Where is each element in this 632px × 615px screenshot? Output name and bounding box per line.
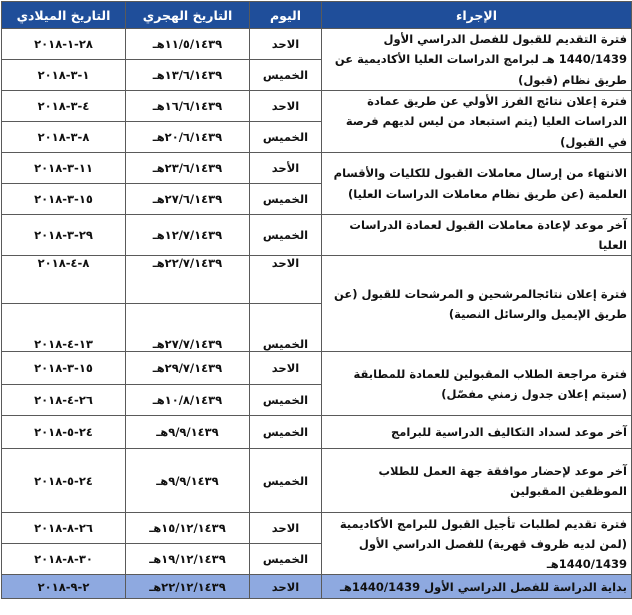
hijri-date-cell: ٩/٩/١٤٣٩هـ — [126, 416, 250, 449]
hijri-date-cell: ٢٢/١٢/١٤٣٩هـ — [126, 575, 250, 599]
hijri-date-cell: ١٢/٧/١٤٣٩هـ — [126, 215, 250, 256]
gregorian-date-cell: ١١-٣-٢٠١٨ — [2, 153, 126, 184]
day-cell: الخميس — [250, 215, 322, 256]
gregorian-date-cell: ٢٨-١-٢٠١٨ — [2, 29, 126, 60]
day-cell: الاحد — [250, 256, 322, 304]
header-hijri-date: التاريخ الهجري — [126, 2, 250, 29]
gregorian-date-cell: ٨-٣-٢٠١٨ — [2, 122, 126, 153]
action-cell: فترة تقديم لطلبات تأجيل القبول للبرامج الأكاديمية (لمن لديه ظروف قهرية) للفصل الدراسي الأول 1440/1439هـ — [322, 513, 632, 575]
schedule-container — [1, 1, 632, 599]
hijri-date-cell: ١٥/١٢/١٤٣٩هـ — [126, 513, 250, 544]
table-row — [2, 153, 632, 184]
table-row — [2, 575, 632, 599]
action-cell: آخر موعد لإحضار موافقة جهة العمل للطلاب الموظفين المقبولين — [322, 449, 632, 513]
table-row — [2, 256, 632, 304]
hijri-date-cell: ٢٩/٧/١٤٣٩هـ — [126, 352, 250, 385]
day-cell: الخميس — [250, 304, 322, 352]
hijri-date-cell: ١٠/٨/١٤٣٩هـ — [126, 385, 250, 416]
day-cell: الاحد — [250, 352, 322, 385]
gregorian-date-cell: ١٥-٣-٢٠١٨ — [2, 184, 126, 215]
day-cell: الخميس — [250, 385, 322, 416]
gregorian-date-cell: ٢-٩-٢٠١٨ — [2, 575, 126, 599]
gregorian-date-cell: ١٣-٤-٢٠١٨ — [2, 304, 126, 352]
day-cell: الاحد — [250, 29, 322, 60]
action-cell: آخر موعد لإعادة معاملات القبول لعمادة الدراسات العليا — [322, 215, 632, 256]
action-cell: بداية الدراسة للفصل الدراسي الأول 1440/1439هـ — [322, 575, 632, 599]
header-gregorian-date: التاريخ الميلادي — [2, 2, 126, 29]
day-cell: الاحد — [250, 513, 322, 544]
table-row — [2, 513, 632, 544]
admission-schedule-table — [1, 1, 632, 599]
gregorian-date-cell: ١-٣-٢٠١٨ — [2, 60, 126, 91]
day-cell: الخميس — [250, 184, 322, 215]
gregorian-date-cell: ٢٤-٥-٢٠١٨ — [2, 416, 126, 449]
day-cell: الاحد — [250, 91, 322, 122]
day-cell: الخميس — [250, 122, 322, 153]
hijri-date-cell: ١٦/٦/١٤٣٩هـ — [126, 91, 250, 122]
header-action: الإجراء — [322, 2, 632, 29]
action-cell: فترة التقديم للقبول للفصل الدراسي الأول 1440/1439 هـ لبرامج الدراسات العليا الأكاديمية عن طريق نظام (قبول) — [322, 29, 632, 91]
hijri-date-cell: ١٩/١٢/١٤٣٩هـ — [126, 544, 250, 575]
hijri-date-cell: ٢٠/٦/١٤٣٩هـ — [126, 122, 250, 153]
day-cell: الأحد — [250, 153, 322, 184]
day-cell: الخميس — [250, 449, 322, 513]
gregorian-date-cell: ٣٠-٨-٢٠١٨ — [2, 544, 126, 575]
action-cell: فترة إعلان نتائجالمرشحين و المرشحات للقبول (عن طريق الإيميل والرسائل النصية) — [322, 256, 632, 352]
day-cell: الخميس — [250, 60, 322, 91]
gregorian-date-cell: ٢٤-٥-٢٠١٨ — [2, 449, 126, 513]
action-cell: فترة إعلان نتائج الفرز الأولي عن طريق عمادة الدراسات العليا (يتم استبعاد من ليس لديهم فرصة في القبول) — [322, 91, 632, 153]
hijri-date-cell: ٢٣/٦/١٤٣٩هـ — [126, 153, 250, 184]
hijri-date-cell: ٢٢/٧/١٤٣٩هـ — [126, 256, 250, 304]
table-row — [2, 215, 632, 256]
action-cell: آخر موعد لسداد التكاليف الدراسية للبرامج — [322, 416, 632, 449]
gregorian-date-cell: ٤-٣-٢٠١٨ — [2, 91, 126, 122]
hijri-date-cell: ٢٧/٦/١٤٣٩هـ — [126, 184, 250, 215]
table-row — [2, 91, 632, 122]
gregorian-date-cell: ٨-٤-٢٠١٨ — [2, 256, 126, 304]
table-row — [2, 416, 632, 449]
gregorian-date-cell: ٢٦-٨-٢٠١٨ — [2, 513, 126, 544]
header-day: اليوم — [250, 2, 322, 29]
gregorian-date-cell: ١٥-٣-٢٠١٨ — [2, 352, 126, 385]
day-cell: الخميس — [250, 544, 322, 575]
table-row — [2, 29, 632, 60]
gregorian-date-cell: ٢٩-٣-٢٠١٨ — [2, 215, 126, 256]
header-row — [2, 2, 632, 29]
hijri-date-cell: ٩/٩/١٤٣٩هـ — [126, 449, 250, 513]
day-cell: الاحد — [250, 575, 322, 599]
table-row — [2, 449, 632, 513]
day-cell: الخميس — [250, 416, 322, 449]
hijri-date-cell: ١٣/٦/١٤٣٩هـ — [126, 60, 250, 91]
hijri-date-cell: ١١/٥/١٤٣٩هـ — [126, 29, 250, 60]
hijri-date-cell: ٢٧/٧/١٤٣٩هـ — [126, 304, 250, 352]
action-cell: الانتهاء من إرسال معاملات القبول للكليات والأقسام العلمية (عن طريق نظام معاملات الدراسات العليا) — [322, 153, 632, 215]
action-cell: فترة مراجعة الطلاب المقبولين للعمادة للمطابقة (سيتم إعلان جدول زمني مفصّل) — [322, 352, 632, 416]
table-row — [2, 352, 632, 385]
gregorian-date-cell: ٢٦-٤-٢٠١٨ — [2, 385, 126, 416]
